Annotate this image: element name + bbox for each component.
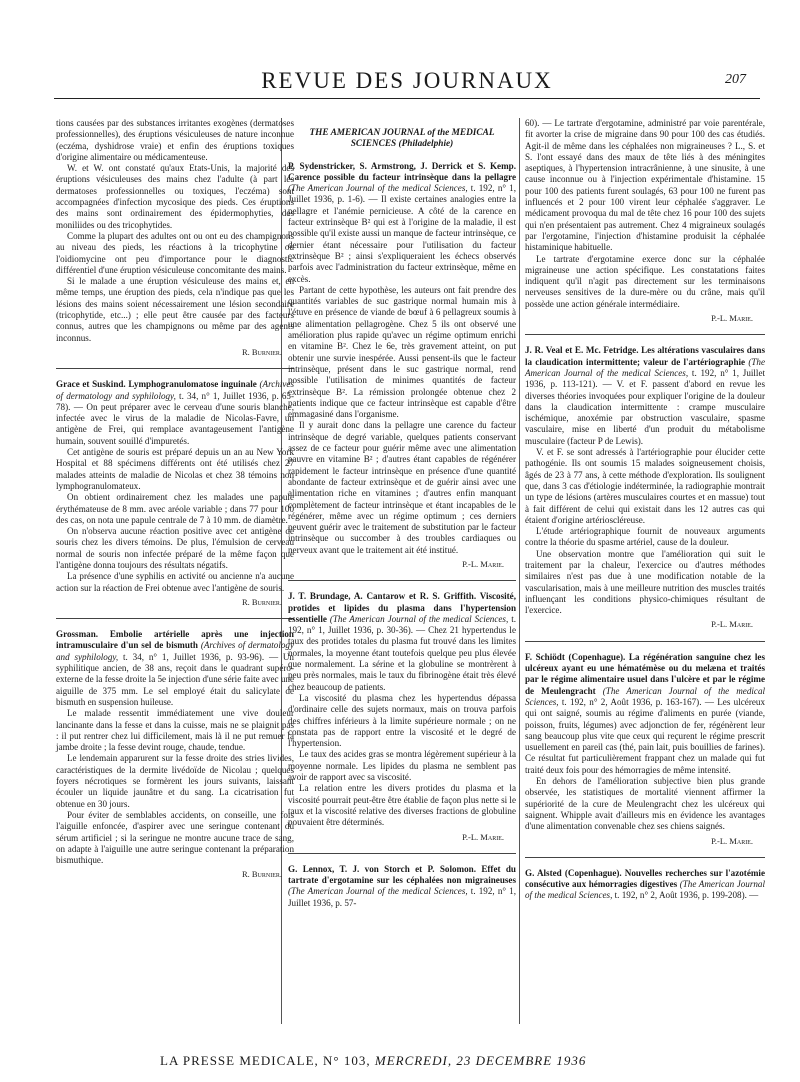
footer-date: MERCREDI, 23 DECEMBRE 1936 [374, 1053, 587, 1068]
article-heading [525, 345, 765, 447]
paragraph: L'étude artériographique fournit de nouveaux arguments contre la théorie du spasme artériel, cause de la douleur. [525, 526, 765, 548]
paragraph: Cet antigène de souris est préparé depuis un an au New York Hospital et 88 spécimens différents ont été utilisés chez 27 malades atteints de maladie de Nicolas et chez 38 témoins non lymphogranulomateux. [56, 447, 294, 491]
paragraph: La présence d'une syphilis en activité ou ancienne n'a aucune action sur la réaction de Frei obtenue avec l'antigène de souris. [56, 571, 294, 593]
article-heading [288, 161, 516, 285]
journal-reference: t. 192, n° 2, Août 1936, p. 163-167). [561, 696, 702, 707]
article-separator [288, 580, 516, 581]
article-separator [525, 334, 765, 335]
journal-reference: t. 192, n° 1, Juillet 1936, p. 57- [288, 886, 516, 908]
article-heading [525, 652, 765, 776]
author-signature: R. Burnier. [241, 869, 282, 880]
journal-reference: t. 192, n° 1, Juillet 1936, p. 113-121). [525, 367, 766, 390]
article-title: F. Schiödt (Copenhague). La régénération sanguine chez les ulcéreux ayant eu une hématémèse ou du melæna et traités par le régime alimentaire usuel dans l'ulcère et par le régime de Meulengracht [525, 651, 765, 696]
paragraph: En dehors de l'amélioration subjective bien plus grande observée, les statistiques de mortalité viennent affirmer la supériorité de la cure de Meulengracht chez les ulcéreux qui saignent. Whipple avait d'ailleurs mis en évidence les avantages d'une alimentation convenable chez ses chiens saignés. [525, 776, 765, 832]
paragraph: On n'observa aucune réaction positive avec cet antigène de souris chez les divers témoins. De plus, l'émulsion de cerveau normal de souris non infectée préparé de la même façon que l'antigène donna toujours des résultats négatifs. [56, 526, 294, 570]
journal-reference: t. 34, n° 1, Juillet 1936, p. 65-78). [56, 390, 294, 412]
journal-reference: t. 34, n° 1, Juillet 1936, p. 93-96). [123, 651, 265, 662]
footer-journal: LA PRESSE MEDICALE, N° 103, [160, 1053, 371, 1068]
journal-name: (The American Journal of the medical Sciences, [525, 356, 766, 378]
article-heading [288, 864, 516, 909]
paragraph: — Chez 21 hypertendus le taux des protides totales du plasma fut trouvé dans les limites normales, la moyenne étant toutefois quelque peu plus élevée que normalement. La sérine et la globuline se montrèrent à peu près normales, mais le taux du fibrinogène était très élevé chez beaucoup de patients. [288, 625, 516, 692]
paragraph: Il y aurait donc dans la pellagre une carence du facteur intrinsèque de degré variable, quelques patients conservant assez de ce facteur pour guérir même avec une alimentation pauvre en vitamine B² ; d'autres étant capables de régénérer rapidement le facteur intrinsèque en présence d'une quantité abondante de facteur extrinsèque et de guérir ainsi avec une alimentation riche en vitamines ; d'autres enfin manquant complètement de facteur intrinsèque et étant incapables de le régénérer, même avec un régime optimum ; ces derniers peuvent guérir avec le traitement de substitution par le facteur intrinsèque ou succomber à des troubles cardiaques ou nerveux avant que le traitement ait été institué. [288, 420, 516, 555]
journal-name: (The American Journal of the medical Sciences, [288, 183, 468, 194]
journal-name: (The American Journal of the medical Sciences, [525, 685, 766, 707]
journal-reference: t. 192, n° 1, Juillet 1936, p. 30-36). [288, 613, 516, 636]
paragraph: W. et W. ont constaté qu'aux Etats-Unis, la majorité des éruptions vésiculeuses des mains chez l'adulte (à part les dermatoses professionnelles ou toxiques, l'eczéma) sont accompagnées d'infection mycosique des pieds. Ces éruptions des mains sont ordinairement des épidermophyties, des moniliides ou des tricophytides. [56, 163, 294, 230]
article-title: J. R. Veal et E. Mc. Fetridge. Les altérations vasculaires dans la claudication intermittente; valeur de l'artériographie [525, 345, 765, 367]
journal-name: (The American Journal of the medical Sciences, [525, 879, 765, 901]
article-title: J. T. Brundage, A. Cantarow et R. S. Griffith. Viscosité, protides et lipides du plasma dans l'hypertension essentielle [288, 591, 516, 624]
article-title: P. Sydenstricker, S. Armstrong, J. Derrick et S. Kemp. Carence possible du facteur intrinsèque dans la pellagre [288, 160, 516, 182]
paragraph: La relation entre les divers protides du plasma et la viscosité pourrait peut-être être établie de façon plus nette si le taux et la viscosité relative des diverses fractions de globuline pouvaient être déterminés. [288, 783, 516, 828]
article-heading [56, 379, 294, 447]
paragraph: On obtient ordinairement chez les malades une papule érythémateuse de 8 mm. avec aréole variable ; dans 77 pour 100 des cas, on nota une papule centrale de 7 à 10 mm. de diamètre. [56, 492, 294, 525]
author-signature: P.-L. Marie. [711, 619, 753, 630]
paragraph: Une observation montre que l'amélioration qui suit le traitement par la chaleur, l'exercice ou d'autres méthodes similaires n'est pas due à une modification notable de la vascularisation, mais à une meilleure nutrition des muscles traités influençant les conditions physico-chimiques résultant de l'exercice. [525, 548, 765, 616]
page-number: 207 [725, 72, 746, 87]
column-2 [288, 118, 516, 909]
article-heading [56, 629, 294, 708]
paragraph: V. et F. se sont adressés à l'artériographie pour élucider cette pathogénie. Ils ont soumis 15 malades soigneusement choisis, âgés de 23 à 77 ans, à cette méthode d'exploration. Ils soulignent que, dans 3 cas d'étiologie indéterminée, la radiographie montrait un type de lésions (artères musculaires courtes et en massue) tout à fait différent de celui qui existait dans les 12 autres cas qui étaient d'origine artérioscléreuse. [525, 447, 765, 525]
article-separator [525, 857, 765, 858]
journal-name: (The American Journal of the medical Sciences, [288, 886, 468, 897]
article-title: Grossman. Embolie artérielle après une injection intramusculaire d'un sel de bismuth [56, 629, 294, 651]
article-separator [56, 618, 294, 619]
article-title: G. Alsted (Copenhague). Nouvelles recherches sur l'azotémie consécutive aux hémorragies digestives [525, 867, 765, 890]
page-header [54, 64, 760, 99]
article-title: Grace et Suskind. Lymphogranulomatose inguinale [56, 379, 257, 390]
paragraph: Le taux des acides gras se montra légèrement supérieur à la moyenne normale. Les lipides du plasma ne semblent pas avoir de rapport avec sa viscosité. [288, 749, 516, 783]
paragraph: Comme la plupart des adultes ont ou ont eu des champignons au niveau des pieds, les réactions à la tricophytine ou l'oidiomycine ont peu d'importance pour le diagnostic différentiel d'une éruption vésiculeuse concomitante des mains. [56, 230, 294, 275]
article-separator [525, 641, 765, 642]
paragraph: Pour éviter de semblables accidents, on conseille, une fois l'aiguille enfoncée, d'aspirer avec une seringue contenant du sérum artificiel ; si la seringue ne montre aucune trace de sang, on adapte à l'aiguille une autre seringue contenant la préparation bismuthique. [56, 809, 294, 866]
article-title: G. Lennox, T. J. von Storch et P. Solomon. Effet du tartrate d'ergotamine sur les céphalées non migraineuses [288, 863, 516, 886]
author-signature: P.-L. Marie. [462, 831, 504, 842]
author-signature: P.-L. Marie. [711, 313, 753, 324]
column-1 [56, 118, 294, 883]
journal-reference: t. 192, n° 2, Août 1936, p. 199-208). — [614, 890, 759, 901]
paragraph: — On peut préparer avec le cerveau d'une souris blanche, infectée avec le virus de la maladie de Nicolas-Favre, un antigène de Frei, qui remplace avantageusement l'antigène humain, souvent souillé d'impuretés. [56, 401, 294, 446]
paragraph: 60). — Le tartrate d'ergotamine, administré par voie parentérale, fit avorter la crise de migraine dans 90 pour 100 des cas étudiés. Agit-il de même dans les céphalées non migraineuses ? L., S. et S. l'ont essayé dans des maux de tête liés à des méningites aseptiques, à l'hypertension intracrânienne, à une sinusite, à une cause inconnue ou à l'injection expérimentale d'histamine. 15 pour 100 des patients furent soulagés, 63 pour 100 ne furent pas influencés et 2 pour 100 virent leur céphalée s'aggraver. Le médicament provoqua du mal de tête chez 16 pour 100 des sujets qui n'en présentaient pas autrement. Chez 4 migraineux soulagés par l'ergotamine, l'injection d'histamine produisit la céphalée histaminique habituelle. [525, 118, 765, 253]
paragraph: La viscosité du plasma chez les hypertendus dépassa d'ordinaire celle des sujets normaux, mais on trouva parfois des chiffres inférieurs à la limite supérieure normale ; on ne constata pas de rapport entre la viscosité et le degré de l'hypertension. [288, 692, 516, 749]
author-signature: P.-L. Marie. [711, 835, 753, 846]
journal-reference: t. 192, n° 1, Juillet 1936, p. 1-6). [288, 183, 516, 205]
paragraph: Partant de cette hypothèse, les auteurs ont fait prendre des quantités variables de suc gastrique normal humain mis à l'étuve en présence de viande de bœuf à 6 pellagreux soumis à une alimentation pellagrogène. Chez 5 ils ont observé une amélioration plus rapide qu'avec un régime optimum enrichi en vitamine B². Chez le 6e, très gravement atteint, on put obtenir une survie inespérée. Aussi pensent-ils que le facteur intrinsèque, présent dans le suc gastrique normal, rend possible l'utilisation de minimes quantités de facteur extrinsèque B². La rémission prolongée obtenue chez 2 patients indique que ce facteur intrinsèque est capable d'être emmagasiné dans l'organisme. [288, 284, 516, 420]
journal-name: (Archives of dermatology and syphilology, [56, 379, 294, 401]
section-heading: THE AMERICAN JOURNAL of the MEDICAL SCIENCES (Philadelphie) [309, 128, 495, 150]
paragraph: — Les ulcéreux qui ont saigné, soumis au régime d'aliments en purée (viande, poisson, fruits, légumes) avec adjonction de fer, régénèrent leur sang beaucoup plus vite que ceux qui reçurent le régime prescrit usuellement en pareil cas (thé, pain lait, puis bouillies de farines). Ce résultat fut particulièrement frappant chez un malade qui fut traité deux fois pour des hémorragies de même intensité. [525, 696, 765, 775]
paragraph: Le tartrate d'ergotamine exerce donc sur la céphalée migraineuse une action spécifique. Les constatations faites indiquent qu'il n'agit pas directement sur les terminaisons nerveuses sensitives de la dure-mère ou du crâne, mais qu'il possède une action générale intermédiaire. [525, 253, 765, 309]
paragraph: Le lendemain apparurent sur la fesse droite des stries livides, caractéristiques de la dermite livédoïde de Nicolau ; quelques foyers nécrotiques se formèrent les jours suivants, laissant écouler un liquide jaunâtre et du sang. La cicatrisation fut obtenue en 30 jours. [56, 753, 294, 809]
paragraph: — Il existe certaines analogies entre la pellagre et l'anémie pernicieuse. A côté de la carence en facteur extrinsèque B² qui est à l'origine de la maladie, il est possible qu'il existe aussi un manque de facteur intrinsèque, ce dernier étant nécessaire pour l'utilisation du facteur extrinsèque B² ; ainsi s'expliqueraient les échecs observés parfois avec l'administration du facteur extrinsèque, même en excès. [288, 194, 516, 284]
header-title: REVUE DES JOURNAUX [261, 68, 553, 93]
paragraph: Si le malade a une éruption vésiculeuse des mains et, en même temps, une éruption des pieds, cela n'indique pas que les lésions des mains soient nécessairement une lésion secondaire (tricophytide, etc...) ; elle peut être causée par des facteurs connus, autres que les champignons ou même par des agents inconnus. [56, 276, 294, 343]
page-footer [160, 1053, 760, 1069]
paragraph: — V. et F. passent d'abord en revue les diverses théories invoquées pour expliquer l'origine de la douleur dans la claudication intermittente : crampe musculaire ischémique, anoxémie par obstruction vasculaire, spasme vasculaire, mise en liberté d'un produit du métabolisme musculaire (facteur P de Lewis). [525, 379, 765, 446]
article-separator [56, 368, 294, 369]
author-signature: R. Burnier. [241, 596, 282, 607]
paragraph: — Un syphilitique ancien, de 38 ans, reçoit dans le quadrant supéro-externe de la fesse droite la 5e injection d'une série faite avec une aiguille de 375 mm. Le sel employé était du salicylate de bismuth en suspension huileuse. [56, 651, 294, 707]
paragraph: tions causées par des substances irritantes exogènes (dermatoses professionnelles), des éruptions vésiculeuses de nature inconnue (eczéma, dyshidrose vraie) et enfin des éruptions toxiques d'origine alimentaire ou médicamenteuse. [56, 118, 294, 162]
column-rule [519, 118, 520, 1024]
article-separator [288, 853, 516, 854]
column-3 [525, 118, 765, 902]
journal-name: (Archives of dermatology and syphilology, [56, 640, 294, 662]
paragraph: Le malade ressentit immédiatement une vive douleur lancinante dans la fesse et dans la cuisse, mais ne se plaignit pas : il put rentrer chez lui difficilement, mais là il ne put remuer la jambe droite ; la fesse devint rouge, chaude, tendue. [56, 708, 294, 753]
author-signature: P.-L. Marie. [462, 558, 504, 569]
journal-name: (The American Journal of the medical Sciences, [329, 613, 509, 624]
article-heading [288, 591, 516, 693]
article-heading [525, 868, 765, 902]
author-signature: R. Burnier. [241, 346, 282, 357]
